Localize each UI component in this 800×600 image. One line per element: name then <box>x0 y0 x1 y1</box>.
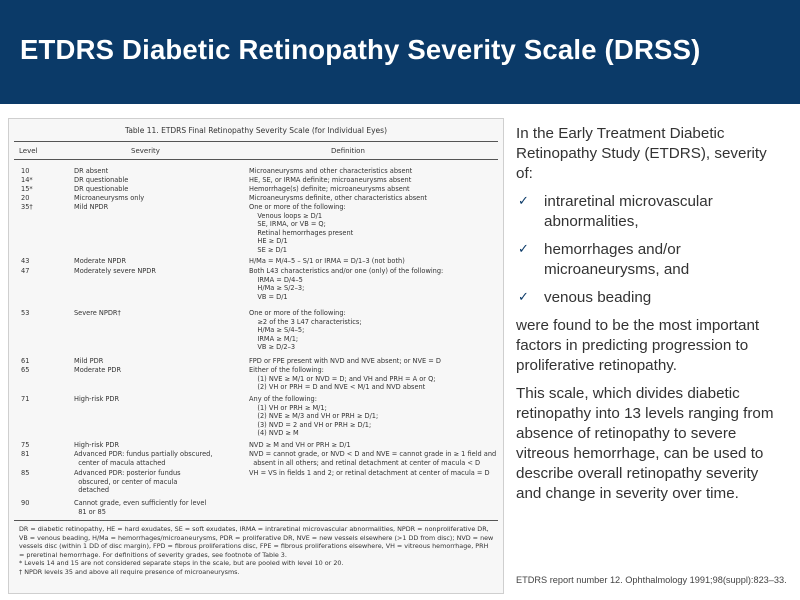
check-icon: ✓ <box>518 242 529 257</box>
table-row-level: 85 <box>21 469 30 477</box>
table-row-definition: Microaneurysms and other characteristics absent <box>249 167 413 175</box>
table-row-definition: H/Ma = M/4–5 – S/1 or IRMA = D/1–3 (not both) <box>249 257 405 265</box>
explanation-text <box>516 124 784 512</box>
table-row-severity: Microaneurysms only <box>74 194 145 202</box>
table-top-rule <box>14 141 498 142</box>
table-row-level: 65 <box>21 366 30 374</box>
table-row-level: 81 <box>21 450 30 458</box>
table-caption: Table 11. ETDRS Final Retinopathy Severity Scale (for Individual Eyes) <box>124 126 388 135</box>
table-row-level: 20 <box>21 194 30 202</box>
table-row-severity: High-risk PDR <box>74 441 120 449</box>
citation: ETDRS report number 12. Ophthalmology 1991;98(suppl):823–33. <box>516 575 787 585</box>
table-row-severity: Mild PDR <box>74 357 104 365</box>
title-banner <box>0 0 800 104</box>
table-row-severity: Severe NPDR† <box>74 309 121 317</box>
findings-paragraph: were found to be the most important factors in predicting progression to proliferative retinopathy. <box>516 317 760 374</box>
scale-description-paragraph: This scale, which divides diabetic retinopathy into 13 levels ranging from absence of retinopathy to severe vitreous hemorrhage, can be used to describe overall retinopathy severity and change in severity over time. <box>516 385 774 502</box>
list-item <box>516 288 784 308</box>
severity-scale-table-image <box>8 118 504 594</box>
table-row-level: 47 <box>21 267 30 275</box>
table-row-definition: VH = VS in fields 1 and 2; or retinal detachment at center of macula = D <box>249 469 490 477</box>
table-row-severity: Moderately severe NPDR <box>74 267 156 275</box>
table-row-severity: DR absent <box>74 167 109 175</box>
table-row-level: 71 <box>21 395 30 403</box>
factor-list <box>516 192 784 308</box>
table-bottom-rule <box>14 520 498 521</box>
table-row-severity: Advanced PDR: fundus partially obscured, center of macula attached <box>74 450 213 467</box>
column-header-definition: Definition <box>331 147 365 155</box>
table-row-level: 14* <box>21 176 33 184</box>
table-row-definition: Any of the following: (1) VH or PRH ≥ M/1; (2) NVE ≥ M/3 and VH or PRH ≥ D/1; (3) NVD = 2 and VH or PRH ≥ D/1; (4) NVD ≥ M <box>249 395 379 437</box>
table-row-level: 35† <box>21 203 33 211</box>
table-row-definition: NVD ≥ M and VH or PRH ≥ D/1 <box>249 441 351 449</box>
column-header-level: Level <box>19 147 38 155</box>
table-row-severity: Moderate PDR <box>74 366 122 374</box>
list-item <box>516 240 784 280</box>
table-row-severity: Cannot grade, even sufficiently for level 81 or 85 <box>74 499 207 516</box>
list-item-text: intraretinal microvascular abnormalities, <box>544 193 713 230</box>
table-row-severity: High-risk PDR <box>74 395 120 403</box>
table-row-level: 43 <box>21 257 30 265</box>
intro-paragraph: In the Early Treatment Diabetic Retinopathy Study (ETDRS), severity of: <box>516 125 767 182</box>
column-header-severity: Severity <box>131 147 160 155</box>
table-row-level: 10 <box>21 167 30 175</box>
table-row-definition: Either of the following: (1) NVE ≥ M/1 or NVD = D; and VH and PRH = A or Q; (2) VH or PRH = D and NVE < M/1 and NVD absent <box>249 366 436 391</box>
check-icon: ✓ <box>518 290 529 305</box>
table-row-severity: Mild NPDR <box>74 203 109 211</box>
table-row-definition: NVD = cannot grade, or NVD < D and NVE = cannot grade in ≥ 1 field and absent in all others; and retinal detachment at center of macula < D <box>249 450 497 467</box>
table-row-definition: FPD or FPE present with NVD and NVE absent; or NVE = D <box>249 357 441 365</box>
table-row-level: 90 <box>21 499 30 507</box>
table-row-level: 15* <box>21 185 33 193</box>
table-row-definition: Microaneurysms definite, other characteristics absent <box>249 194 428 202</box>
table-row-severity: Advanced PDR: posterior fundus obscured, or center of macula detached <box>74 469 181 494</box>
table-row-definition: HE, SE, or IRMA definite; microaneurysms absent <box>249 176 412 184</box>
table-row-definition: Hemorrhage(s) definite; microaneurysms absent <box>249 185 410 193</box>
list-item-text: hemorrhages and/or microaneurysms, and <box>544 241 690 278</box>
table-row-level: 75 <box>21 441 30 449</box>
slide-title: ETDRS Diabetic Retinopathy Severity Scale (DRSS) <box>20 34 701 65</box>
table-row-severity: Moderate NPDR <box>74 257 127 265</box>
table-row-severity: DR questionable <box>74 185 129 193</box>
table-row-severity: DR questionable <box>74 176 129 184</box>
list-item <box>516 192 784 232</box>
table-footnote: DR = diabetic retinopathy, HE = hard exudates, SE = soft exudates, IRMA = intraretinal microvascular abnormalities, NPDR = nonproliferative DR, VB = venous beading, H/Ma = hemorrhages/microaneurysms, PDR = proliferative DR, NVE = new vessels elsewhere (>1 DD from disc); NVD = new vessels disc (within 1 DD of disc margin), FPD = fibrous proliferations disc, FPE = fibrous proliferations elsewhere, VH = vitreous hemorrhage, PRH = preretinal hemorrhage. For definitions of severity grades, see footnote of Table 3. * Levels 14 and 15 are not considered separate steps in the scale, but are pooled with level 10 or 20. † NPDR levels 35 and above all require presence of microaneurysms. <box>19 525 494 576</box>
table-row-level: 61 <box>21 357 30 365</box>
table-row-definition: One or more of the following: ≥2 of the 3 L47 characteristics; H/Ma ≥ S/4–5; IRMA ≥ M/1; VB ≥ D/2–3 <box>249 309 362 351</box>
check-icon: ✓ <box>518 194 529 209</box>
table-row-definition: One or more of the following: Venous loops ≥ D/1 SE, IRMA, or VB = Q; Retinal hemorrhages present HE ≥ D/1 SE ≥ D/1 <box>249 203 354 254</box>
table-row-level: 53 <box>21 309 30 317</box>
list-item-text: venous beading <box>544 289 652 306</box>
table-header-rule <box>14 159 498 160</box>
table-row-definition: Both L43 characteristics and/or one (only) of the following: IRMA = D/4–5 H/Ma ≥ S/2–3; VB = D/1 <box>249 267 444 301</box>
